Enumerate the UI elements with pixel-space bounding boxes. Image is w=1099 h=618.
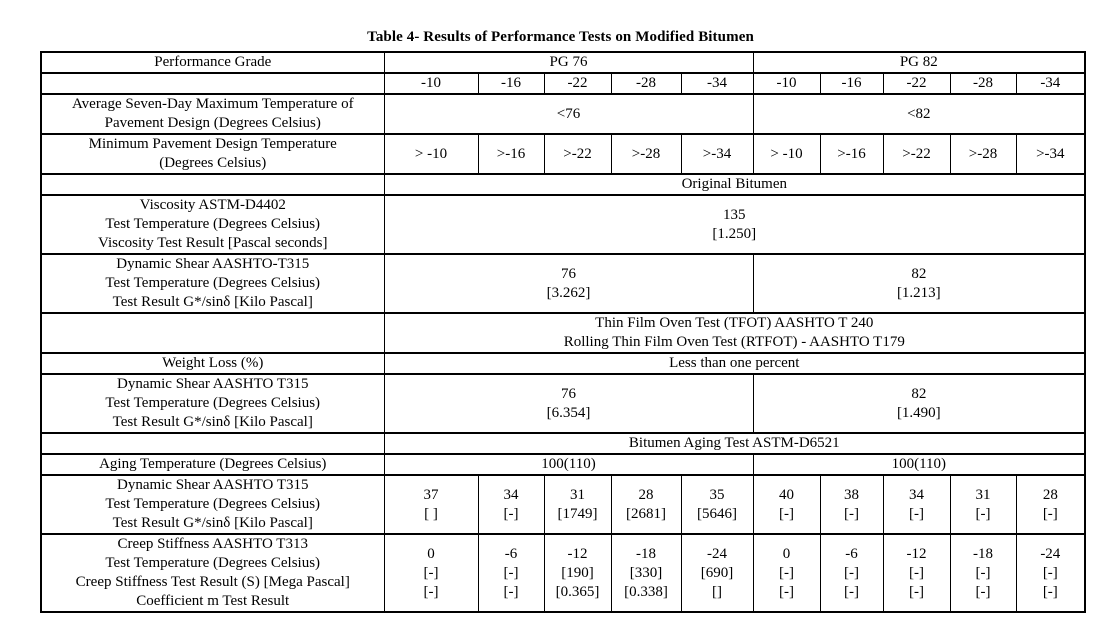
cell-line: Test Temperature (Degrees Celsius) — [105, 216, 321, 232]
cell-line: [-] — [975, 564, 991, 581]
cell-line: [-] — [1042, 583, 1058, 600]
cell-line: Viscosity Test Result [Pascal seconds] — [98, 235, 328, 251]
cell-line: Original Bitumen — [681, 176, 787, 192]
value-cell — [384, 94, 753, 134]
cell-line: [2681] — [626, 505, 666, 522]
cell-line: -34 — [1040, 75, 1061, 91]
cell-line: -6 — [504, 545, 518, 562]
value-cell — [950, 134, 1016, 174]
value-cell — [753, 94, 1085, 134]
cell-line: Coefficient m Test Result — [136, 593, 290, 609]
value-cell — [681, 73, 753, 94]
value-cell — [753, 254, 1085, 313]
cell-line: > -10 — [414, 145, 448, 162]
cell-line: Performance Grade — [154, 54, 272, 70]
cell-line: [-] — [844, 505, 860, 522]
value-cell — [883, 73, 950, 94]
table-row — [41, 353, 1085, 374]
cell-line: Aging Temperature (Degrees Celsius) — [99, 456, 327, 472]
value-cell — [820, 475, 883, 534]
cell-line: 28 — [1042, 486, 1058, 503]
row-label-cell — [41, 313, 384, 353]
cell-line: Viscosity ASTM-D4402 — [139, 197, 286, 213]
table-row — [41, 134, 1085, 174]
value-cell — [681, 534, 753, 612]
cell-line: [-] — [975, 505, 991, 522]
cell-line: -24 — [1040, 545, 1061, 562]
cell-line: <82 — [907, 105, 931, 122]
cell-line: >-16 — [496, 145, 526, 162]
cell-line: [ ] — [424, 505, 438, 522]
table-row — [41, 94, 1085, 134]
cell-line: (Degrees Celsius) — [159, 155, 267, 171]
cell-line: Less than one percent — [669, 355, 800, 371]
value-cell — [384, 433, 1085, 454]
cell-line: <76 — [556, 105, 581, 122]
cell-line: 28 — [638, 486, 654, 503]
table-row — [41, 254, 1085, 313]
cell-line: [-] — [779, 505, 795, 522]
table-row — [41, 195, 1085, 254]
cell-line: [690] — [700, 564, 734, 581]
value-cell — [753, 454, 1085, 475]
cell-line: [0.365] — [555, 583, 600, 600]
table-row — [41, 475, 1085, 534]
cell-line: [-] — [423, 583, 439, 600]
cell-line: 31 — [570, 486, 585, 503]
row-label-cell — [41, 254, 384, 313]
value-cell — [384, 52, 753, 73]
cell-line: PG 82 — [899, 54, 938, 70]
row-label-cell — [41, 195, 384, 254]
cell-line: -12 — [906, 545, 927, 562]
cell-line: -22 — [567, 75, 588, 91]
table-row — [41, 174, 1085, 195]
cell-line: [3.262] — [546, 284, 591, 301]
row-label-cell — [41, 454, 384, 475]
cell-line: Test Result G*/sinδ [Kilo Pascal] — [112, 515, 313, 531]
cell-line: [330] — [629, 564, 663, 581]
cell-line: [-] — [1042, 564, 1058, 581]
value-cell — [478, 475, 544, 534]
cell-line: Test Result G*/sinδ [Kilo Pascal] — [112, 294, 313, 310]
value-cell — [753, 374, 1085, 433]
cell-line: -22 — [906, 75, 927, 91]
table-row — [41, 73, 1085, 94]
cell-line: [0.338] — [624, 583, 668, 600]
cell-line: [-] — [503, 505, 519, 522]
row-label-cell — [41, 73, 384, 94]
cell-line: 0 — [427, 545, 435, 562]
table-row — [41, 374, 1085, 433]
cell-line: 100(110) — [541, 456, 596, 472]
cell-line: Test Temperature (Degrees Celsius) — [105, 496, 321, 512]
row-label-cell — [41, 374, 384, 433]
value-cell — [384, 174, 1085, 195]
value-cell — [883, 534, 950, 612]
value-cell — [753, 475, 820, 534]
cell-line: Dynamic Shear AASHTO T315 — [116, 477, 309, 493]
cell-line: >-34 — [1036, 145, 1065, 162]
cell-line: [1.250] — [712, 225, 757, 242]
value-cell — [384, 134, 478, 174]
cell-line: [5646] — [697, 505, 738, 522]
cell-line: -18 — [636, 545, 656, 562]
cell-line: [6.354] — [546, 404, 591, 421]
cell-line: 82 — [911, 265, 927, 282]
value-cell — [384, 195, 1085, 254]
value-cell — [611, 73, 681, 94]
value-cell — [611, 134, 681, 174]
cell-line: [1.213] — [896, 284, 941, 301]
value-cell — [1016, 134, 1085, 174]
cell-line: -18 — [973, 545, 994, 562]
value-cell — [753, 534, 820, 612]
row-label-cell — [41, 534, 384, 612]
value-cell — [883, 134, 950, 174]
cell-line: 76 — [561, 265, 577, 282]
value-cell — [544, 534, 611, 612]
value-cell — [681, 134, 753, 174]
cell-line: >-16 — [837, 145, 866, 162]
results-table — [40, 51, 1086, 613]
table-row — [41, 433, 1085, 454]
cell-line: Weight Loss (%) — [162, 355, 264, 371]
cell-line: Thin Film Oven Test (TFOT) AASHTO T 240 — [595, 315, 874, 331]
value-cell — [478, 134, 544, 174]
cell-line: Creep Stiffness AASHTO T313 — [117, 536, 308, 552]
value-cell — [1016, 73, 1085, 94]
value-cell — [611, 534, 681, 612]
cell-line: >-28 — [968, 145, 998, 162]
cell-line: 34 — [909, 486, 925, 503]
row-label-cell — [41, 174, 384, 195]
cell-line: Dynamic Shear AASHTO-T315 — [116, 256, 310, 272]
cell-line: Test Temperature (Degrees Celsius) — [105, 395, 321, 411]
table-row — [41, 313, 1085, 353]
cell-line: 40 — [779, 486, 795, 503]
cell-line: -6 — [845, 545, 858, 562]
value-cell — [384, 374, 753, 433]
cell-line: 31 — [975, 486, 991, 503]
cell-line: Minimum Pavement Design Temperature — [88, 136, 337, 152]
cell-line: >-22 — [563, 145, 592, 162]
row-label-cell — [41, 52, 384, 73]
value-cell — [820, 134, 883, 174]
cell-line: >-34 — [702, 145, 732, 162]
cell-line: 38 — [844, 486, 860, 503]
value-cell — [384, 353, 1085, 374]
cell-line: -34 — [707, 75, 728, 91]
cell-line: -24 — [707, 545, 728, 562]
cell-line: PG 76 — [549, 54, 588, 70]
cell-line: [-] — [779, 583, 795, 600]
cell-line: [1.490] — [896, 404, 941, 421]
row-label-cell — [41, 475, 384, 534]
value-cell — [950, 534, 1016, 612]
value-cell — [384, 254, 753, 313]
cell-line: -16 — [501, 75, 521, 91]
table-row — [41, 52, 1085, 73]
cell-line: Test Temperature (Degrees Celsius) — [105, 275, 321, 291]
value-cell — [753, 52, 1085, 73]
cell-line: -16 — [841, 75, 862, 91]
cell-line: [190] — [561, 564, 594, 581]
cell-line: [1749] — [557, 505, 598, 522]
value-cell — [478, 73, 544, 94]
row-label-cell — [41, 94, 384, 134]
table-row — [41, 534, 1085, 612]
value-cell — [384, 534, 478, 612]
value-cell — [753, 73, 820, 94]
cell-line: [-] — [909, 505, 925, 522]
cell-line: [-] — [423, 564, 439, 581]
row-label-cell — [41, 433, 384, 454]
value-cell — [384, 73, 478, 94]
value-cell — [950, 475, 1016, 534]
row-label-cell — [41, 353, 384, 374]
cell-line: [-] — [1042, 505, 1058, 522]
value-cell — [753, 134, 820, 174]
value-cell — [1016, 475, 1085, 534]
cell-line: [-] — [503, 583, 519, 600]
value-cell — [681, 475, 753, 534]
value-cell — [544, 475, 611, 534]
results-table-body — [41, 52, 1085, 612]
cell-line: -12 — [567, 545, 588, 562]
value-cell — [544, 134, 611, 174]
cell-line: 35 — [709, 486, 725, 503]
table-row — [41, 454, 1085, 475]
table-title: Table 4- Results of Performance Tests on Modified Bitumen — [367, 29, 754, 45]
cell-line: 0 — [782, 545, 791, 562]
cell-line: -28 — [636, 75, 656, 91]
cell-line: [] — [712, 583, 723, 600]
cell-line: [-] — [503, 564, 519, 581]
cell-line: Bitumen Aging Test ASTM-D6521 — [628, 435, 840, 451]
cell-line: 135 — [723, 206, 746, 223]
value-cell — [883, 475, 950, 534]
value-cell — [820, 534, 883, 612]
cell-line: Average Seven-Day Maximum Temperature of — [71, 96, 354, 112]
cell-line: > -10 — [770, 145, 803, 162]
cell-line: 76 — [561, 385, 577, 402]
cell-line: Creep Stiffness Test Result (S) [Mega Pascal] — [75, 574, 350, 590]
cell-line: [-] — [779, 564, 795, 581]
cell-line: >-28 — [631, 145, 661, 162]
value-cell — [544, 73, 611, 94]
value-cell — [1016, 534, 1085, 612]
cell-line: [-] — [975, 583, 991, 600]
value-cell — [384, 454, 753, 475]
cell-line: 34 — [503, 486, 519, 503]
cell-line: -28 — [973, 75, 994, 91]
cell-line: -10 — [421, 75, 441, 91]
cell-line: Test Result G*/sinδ [Kilo Pascal] — [112, 414, 313, 430]
cell-line: Pavement Design (Degrees Celsius) — [104, 115, 321, 131]
cell-line: Dynamic Shear AASHTO T315 — [116, 376, 309, 392]
cell-line: [-] — [909, 564, 925, 581]
cell-line: -10 — [776, 75, 797, 91]
cell-line: 100(110) — [891, 456, 947, 472]
value-cell — [384, 313, 1085, 353]
value-cell — [950, 73, 1016, 94]
cell-line: [-] — [844, 583, 860, 600]
cell-line: Test Temperature (Degrees Celsius) — [105, 555, 321, 571]
value-cell — [478, 534, 544, 612]
cell-line: Rolling Thin Film Oven Test (RTFOT) - AASHTO T179 — [563, 334, 905, 350]
value-cell — [611, 475, 681, 534]
cell-line: 82 — [911, 385, 927, 402]
cell-line: 37 — [423, 486, 439, 503]
cell-line: >-22 — [902, 145, 931, 162]
cell-line: [-] — [909, 583, 925, 600]
cell-line: [-] — [844, 564, 860, 581]
value-cell — [820, 73, 883, 94]
row-label-cell — [41, 134, 384, 174]
value-cell — [384, 475, 478, 534]
